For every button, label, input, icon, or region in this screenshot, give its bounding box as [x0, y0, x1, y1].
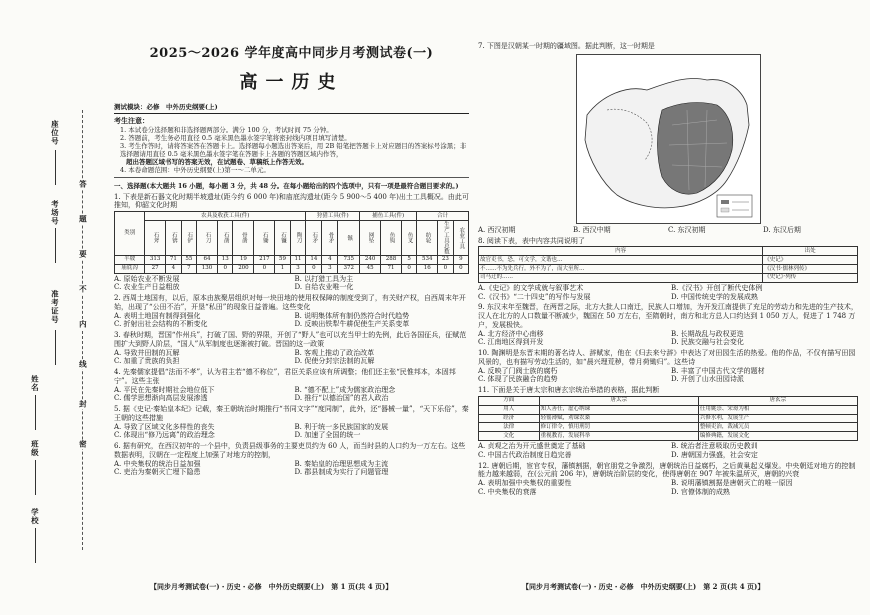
page-footer-right: 【同步月考测试卷(一)・历史・必修 中外历史纲要(上) 第 2 页(共 4 页)】 [522, 582, 765, 591]
table-cell: 14 [306, 255, 322, 264]
question-11 [478, 386, 858, 460]
option-b: B. 说明藩镇割据是唐朝灭亡的唯一原因 [671, 479, 793, 488]
table-cell: 735 [338, 255, 360, 264]
notice-item: 1. 本试卷分选择题和非选择题两部分。满分 100 分，考试时间 75 分钟。 [120, 125, 333, 134]
seal-note-6: 线 [78, 360, 88, 369]
table-cell: 《汉书·儒林列传》 [763, 265, 858, 274]
table-header: 内容 [479, 247, 763, 256]
seal-note-1: 答 [78, 180, 88, 189]
table-subheader: 农业工具 [453, 220, 468, 255]
table-cell: 4 [166, 264, 181, 273]
table-subheader: 镞 [338, 220, 360, 255]
tools-table [114, 211, 469, 274]
name-label: 姓名 [30, 375, 40, 392]
option-d: D. 开创了山水田园诗派 [671, 375, 744, 384]
table-cell: 经济 [479, 414, 540, 423]
option-a: A.《史记》的文学成就与叙事艺术 [478, 283, 584, 292]
table-subheader: 石铲 [181, 220, 196, 255]
options [114, 275, 469, 293]
option-c: C. 儒学思想渐向高层发展渗透 [114, 394, 208, 403]
exam-meta: 测试模块：必修 中外历史纲要(上) [114, 103, 469, 114]
options [478, 367, 858, 385]
option-b: B. 长期战乱与政权更迭 [671, 329, 744, 338]
option-d: D. 民族交融与社会变化 [671, 338, 744, 347]
class-label: 班级 [30, 440, 40, 457]
question-stem: 7. 下图是汉朝某一时期的疆域图。据此判断，这一时期是 [478, 42, 655, 50]
subject-title: 高一历史 [239, 72, 344, 94]
table-cell: 534 [417, 255, 438, 264]
option-c: C. 吏治为秦朝灭亡埋下隐患 [114, 468, 201, 477]
table-cell: 0 [254, 264, 275, 273]
table-cell: 重视教育，发展科举 [539, 432, 698, 441]
seal-note-7: 封 [78, 400, 88, 409]
table-cell: 故官吏书，恐，可文学，文谐也… [479, 256, 763, 265]
option-b: B. 利于统一多民族国家的发展 [294, 422, 389, 431]
question-stem: 3. 春秋时期，晋国“作州兵”，打破了国、野的界限，开创了“野人”也可以充当甲士的先例，此后各国征兵，征赋范围扩大到野人阶层，“国人”从军制度也逐渐被打破。晋国的这一政策 [114, 331, 467, 348]
table-cell: 27 [145, 264, 166, 273]
table-header: 狩猎工具(件) [306, 212, 360, 221]
table-header: 捕鱼工具(件) [360, 212, 417, 221]
option-d: D. 自给农业唯一化 [294, 283, 354, 292]
option-a: A. 表明土地国有制得到强化 [114, 311, 201, 320]
options [114, 460, 469, 478]
table-cell: 9 [453, 255, 468, 264]
option-d: D. 东汉后期 [763, 225, 801, 234]
question-10 [478, 349, 858, 384]
options [478, 330, 858, 348]
question-7 [478, 42, 858, 235]
question-stem: 11. 下面是关于唐太宗和唐玄宗统治举措的表格，据此判断 [478, 386, 660, 394]
question-stem: 8. 阅读下表，表中内容共同说明了 [478, 236, 585, 245]
table-cell: 《史记》·列传 [763, 273, 858, 282]
option-b: B.《汉书》开创了断代史体例 [671, 283, 763, 292]
notice-item: 4. 本卷命题范围：中外历史纲要(上)第一～二单元。 [120, 166, 270, 175]
option-c: C. 中国古代政治制度日趋完善 [478, 450, 572, 459]
question-4 [114, 368, 469, 403]
table-subheader: 石锄 [254, 220, 275, 255]
table-cell: 217 [254, 255, 275, 264]
question-12 [478, 462, 858, 497]
table-subheader: 鱼钩 [381, 220, 402, 255]
table-cell: 200 [233, 264, 254, 273]
right-column [478, 40, 858, 497]
question-stem: 10. 陶渊明是东晋末期的著名诗人、辞赋家，他在《归去来兮辞》中表达了对田园生活的热爱。他的作品，不仅有描写田园风景的，也有描写劳动生活的，如“晨兴理荒秽，带月荷锄归”。这些诗 [478, 349, 856, 366]
question-3 [114, 331, 469, 366]
id-label: 准考证号 [50, 290, 60, 324]
options [114, 423, 469, 441]
question-5 [114, 405, 469, 440]
table-subheader: 石刀 [197, 220, 218, 255]
table-subheader: 石凿 [218, 220, 233, 255]
option-b: B. 说明集体所有制仍然符合时代趋势 [294, 311, 410, 320]
option-c: C. 体现了民族融合的趋势 [478, 375, 558, 384]
left-column [114, 40, 469, 477]
table-cell: 0 [453, 264, 468, 273]
table-subheader: 骨凿 [233, 220, 254, 255]
table-cell: 轻徭薄赋，劝课农桑 [539, 414, 698, 423]
table-subheader: 生产工具总数 [438, 220, 453, 255]
question-stem: 12. 唐朝后期，宦官专权，藩镇割据，朝官朋党之争激烈，唐朝统治日益腐朽，之后黄巢起义爆发。中央朝廷对地方的控制能力越来越弱，在(公元前 206 年)，唐朝统治阶层的变化，使得唐朝在 907 年被朱温所灭，唐朝的兴衰 [478, 461, 856, 479]
option-d: D. 加速了全国的统一 [294, 431, 361, 440]
question-stem: 5. 据《史记·秦始皇本纪》记载，秦王朝统治时期推行“书同文字”“度同制”，此外，还“器械一量”，“天下乐俗”，秦王朝的这些措施 [114, 405, 469, 422]
option-c: C.《汉书》“二十四史”的写作与发展 [478, 292, 591, 301]
table-cell: 55 [181, 255, 196, 264]
option-d: D. 官僚体制的成熟 [671, 487, 730, 496]
question-9 [478, 303, 858, 347]
table-cell: 64 [197, 255, 218, 264]
seal-note-2: 题 [78, 215, 88, 224]
table-cell: 编修典籍，发展文化 [698, 432, 857, 441]
seal-note-3: 要 [78, 250, 88, 259]
table-cell: 288 [381, 255, 402, 264]
table-cell: 3 [290, 264, 305, 273]
options [478, 226, 858, 235]
seal-note-4: 不 [78, 285, 88, 294]
table-cell: 240 [360, 255, 381, 264]
option-a: A. 导致了区域文化多样性的丧失 [114, 422, 215, 431]
option-a: A. 北方经济中心南移 [478, 329, 544, 338]
options [478, 284, 858, 302]
options [114, 349, 469, 367]
table-cell: 法律 [479, 423, 540, 432]
option-c: C. 农业生产日益粗放 [114, 283, 180, 292]
table-cell: 23 [438, 255, 453, 264]
table-subheader: 石镰 [275, 220, 290, 255]
table-cell: 59 [275, 255, 290, 264]
table-cell: 庙底沟 [115, 264, 145, 273]
q11-table [478, 396, 858, 441]
seal-note-5: 内 [78, 320, 88, 329]
table-cell: 130 [197, 264, 218, 273]
option-b: B. 秦始皇的治理思想成为主流 [294, 459, 389, 468]
table-header: 唐太宗 [539, 396, 698, 405]
option-d: D. 中国传统史学的发展成熟 [671, 292, 758, 301]
option-c: C. 东汉初期 [668, 225, 706, 234]
notice-item: 超出答题区域书写的答案无效，在试题卷、草稿纸上作答无效。 [126, 158, 308, 167]
question-8 [478, 237, 858, 302]
option-b: B. 西汉中期 [573, 225, 611, 234]
option-a: A. 西汉初期 [478, 225, 516, 234]
table-cell: 任用姚崇、宋璟为相 [698, 405, 857, 414]
table-cell: 司马迁的…… [479, 273, 763, 282]
table-cell: 《史记》 [763, 256, 858, 265]
notice-item: 2. 答题前，考生务必用直径 0.5 毫米黑色墨水签字笔将密封线内项目填写清楚。 [120, 133, 351, 142]
notice-item: 3. 考生作答时，请将答案答在答题卡上。选择题每小题选出答案后，用 2B 铅笔把答题卡上对应题目的答案标号涂黑；非选择题请用直径 0.5 毫米黑色墨水签字笔在答题卡上各题的答题区域内作答， [120, 141, 467, 158]
option-a: A. 平民在先秦时期社会地位低下 [114, 385, 215, 394]
notice-heading: 考生注意： [114, 115, 149, 125]
exam-title: 2025～2026 学年度高中同步月考测试卷(一) [149, 46, 434, 61]
table-cell: 用人 [479, 405, 540, 414]
table-cell: 兴修水利，发展生产 [698, 414, 857, 423]
option-b: B. 客观上推动了政治改革 [294, 348, 375, 357]
table-header: 合计 [417, 212, 469, 221]
table-cell: 知人善任，虚心纳谏 [539, 405, 698, 414]
option-a: A. 反映了门阀士族的腐朽 [478, 366, 558, 375]
question-stem: 1. 下表是新石器文化时期半坡遗址(距今约 6 000 年)和庙底沟遗址(距今 5 900～5 400 年)出土工具概况。由此可推知，仰韶文化时期 [114, 192, 469, 210]
table-cell: 0 [306, 264, 322, 273]
table-cell: 13 [218, 255, 233, 264]
table-cell: 修订律令，慎用刑罚 [539, 423, 698, 432]
options [478, 442, 858, 460]
option-c: C. 加重了贵族的负担 [114, 357, 180, 366]
option-b: B. 以打猎工具为主 [294, 274, 354, 283]
table-header: 唐玄宗 [698, 396, 857, 405]
question-stem: 6. 据有研究，在西汉初年的一个县中，负责县级事务的主要吏员约为 60 人，而当时县的人口约为一万左右。这些数据表明，汉朝在一定程度上加强了对地方的控制， [114, 442, 466, 459]
table-cell: 4 [322, 255, 338, 264]
table-subheader: 石矛 [306, 220, 322, 255]
table-cell: 71 [166, 255, 181, 264]
seal-note-8: 密 [78, 440, 88, 449]
table-cell: 1 [275, 264, 290, 273]
table-cell: 313 [145, 255, 166, 264]
options [478, 479, 858, 497]
table-cell: 45 [360, 264, 381, 273]
option-d: D. 郡县制成为实行了问题管理 [294, 468, 389, 477]
option-a: A. 中央集权的统治日益加强 [114, 459, 201, 468]
option-b: B. 统治者注意吸取历史教训 [671, 442, 758, 451]
school-label: 学校 [30, 508, 40, 525]
table-header: 方面 [479, 396, 540, 405]
option-c: C. 体现出“修乃远离”的政治理念 [114, 431, 215, 440]
table-cell: 11 [290, 255, 305, 264]
option-d: D. 唐朝国力强盛，社会安定 [671, 450, 758, 459]
option-a: A. 贞观之治为开元盛世奠定了基础 [478, 442, 586, 451]
option-c: C. 折射出社会结构的不断变化 [114, 320, 208, 329]
option-a: A. 导致井田制的瓦解 [114, 348, 180, 357]
question-stem: 4. 先秦儒家提倡“法而不孝”，认为君主若“德不称位”，君臣关系应该有所调整；他们还主张“民惟邦本，本固邦宁”。这些主张 [114, 368, 456, 385]
question-6 [114, 442, 469, 477]
han-territory-map [576, 54, 761, 224]
table-subheader: 石锛 [166, 220, 181, 255]
q8-table [478, 246, 858, 283]
section-heading: 一、选择题(本大题共 16 小题，每小题 3 分，共 48 分。在每小题给出的四个选项中，只有一项是最符合题目要求的。) [114, 182, 459, 191]
table-cell: 19 [233, 255, 254, 264]
option-a: A. 原始农业不断发展 [114, 274, 180, 283]
options [114, 312, 469, 330]
table-subheader: 石斧 [145, 220, 166, 255]
table-cell: 不……不为先兵行。外不为了，而大至所… [479, 265, 763, 274]
option-b: B. “德不配上”成为儒家政治理念 [294, 385, 396, 394]
seat-label: 座位号 [50, 120, 60, 146]
table-cell: 0 [438, 264, 453, 273]
table-cell: 7 [181, 264, 196, 273]
table-header: 农具及收获工具(件) [145, 212, 306, 221]
option-a: A. 表明加强中央集权的重要性 [478, 479, 572, 488]
table-cell: 0 [218, 264, 233, 273]
table-cell: 71 [381, 264, 402, 273]
option-b: B. 丰富了中国古代文学的题材 [671, 366, 765, 375]
table-cell: 16 [417, 264, 438, 273]
table-header: 类别 [115, 212, 145, 256]
table-cell: 整顿吏治，裁减冗员 [698, 423, 857, 432]
table-subheader: 骨矛 [322, 220, 338, 255]
option-d: D. 推行“以德治国”的君人政治 [294, 394, 389, 403]
question-stem: 2. 西周土地国有，以后，原本由族聚居组织对每一块田地的使用权保障的制度受到了，有关财产权，自西周末年开始，出现了“公田不治”，开垦“私田”的现象日益普遍。这些变化 [114, 294, 466, 311]
question-1 [114, 193, 469, 293]
option-d: D. 反映出铁犁牛耕促使生产关系变革 [294, 320, 410, 329]
question-2 [114, 294, 469, 329]
table-cell: 5 [401, 255, 416, 264]
table-header: 出处 [763, 247, 858, 256]
option-d: D. 促使分封宗法制的瓦解 [294, 357, 375, 366]
table-subheader: 纺轮 [417, 220, 438, 255]
question-stem: 9. 东汉末年至魏晋，在两晋之际，北方大批人口南迁，民族人口增加，为开发江南提供了充足的劳动力和先进的生产技术，汉人在北方的人口数量不断减少，魏国在 50 万左右，至隋朝时，南方和北方总人口约达到 1 050 万人，促进了 1 748 万户，发展极快。 [478, 303, 858, 329]
table-subheader: 鱼叉 [401, 220, 416, 255]
table-cell: 3 [322, 264, 338, 273]
table-subheader: 网坠 [360, 220, 381, 255]
table-cell: 372 [338, 264, 360, 273]
notice-box [114, 117, 469, 179]
options [114, 386, 469, 404]
table-cell: 半坡 [115, 255, 145, 264]
table-cell: 0 [401, 264, 416, 273]
table-cell: 文化 [479, 432, 540, 441]
exam-no-label: 考场号 [50, 200, 60, 226]
option-c: C. 中央集权的衰落 [478, 487, 537, 496]
page-footer-left: 【同步月考测试卷(一)・历史・必修 中外历史纲要(上) 第 1 页(共 4 页)】 [150, 582, 393, 591]
binding-margin [0, 0, 102, 615]
map-drawing [577, 55, 760, 223]
option-c: C. 江南地区得到开发 [478, 338, 544, 347]
table-subheader: 陶刀 [290, 220, 305, 255]
